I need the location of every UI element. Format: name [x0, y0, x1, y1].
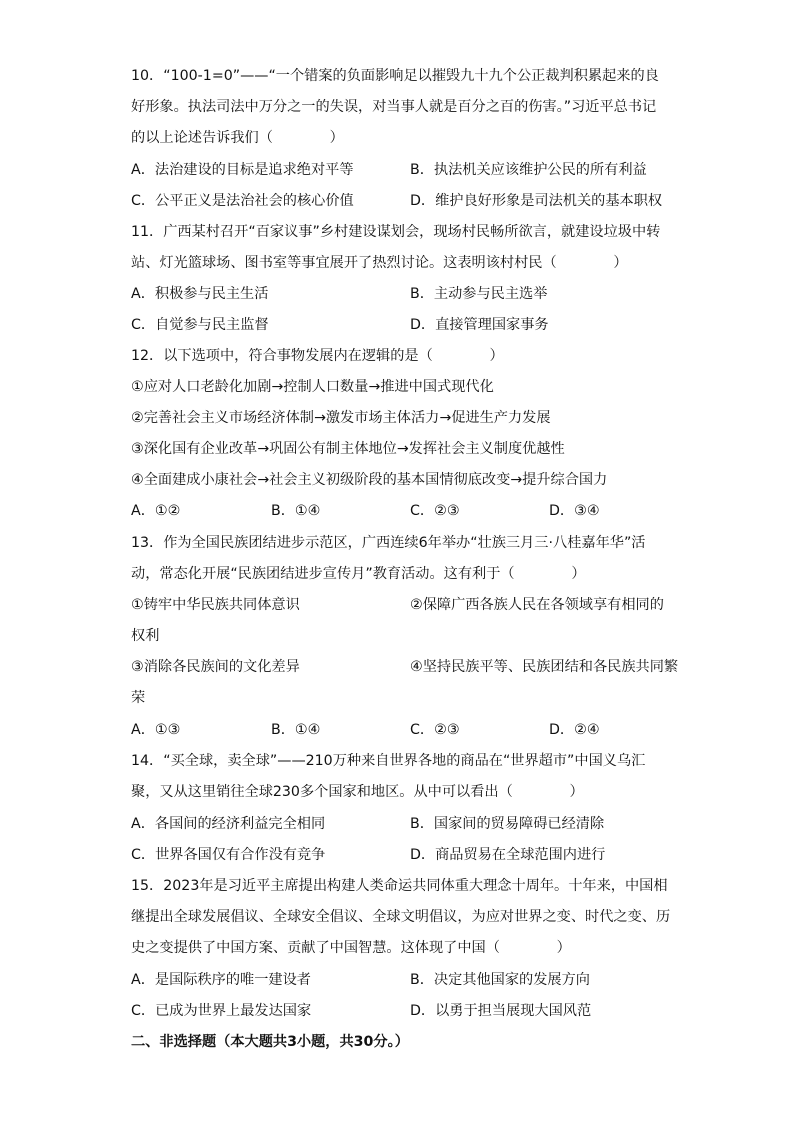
q12-item-2: ②完善社会主义市场经济体制→激发市场主体活力→促进生产力发展 — [131, 410, 551, 426]
q15-option-b: B．决定其他国家的发展方向 — [410, 972, 590, 988]
q10-stem-line-1: 10．“100-1=0”——“一个错案的负面影响足以摧毁九十九个公正裁判积累起来的良 — [131, 68, 659, 84]
q13-item-4-cont: 荣 — [131, 690, 146, 706]
q12-option-b: B．①④ — [271, 503, 321, 519]
q12-item-4: ④全面建成小康社会→社会主义初级阶段的基本国情彻底改变→提升综合国力 — [131, 472, 608, 488]
q13-item-1: ①铸牢中华民族共同体意识 — [131, 597, 300, 613]
q12-item-1: ①应对人口老龄化加剧→控制人口数量→推进中国式现代化 — [131, 379, 494, 395]
q14-option-c: C．世界各国仅有合作没有竞争 — [131, 847, 326, 863]
q14-option-b: B．国家间的贸易障碍已经清除 — [410, 816, 605, 832]
q12-option-d: D．③④ — [549, 503, 600, 519]
q11-option-c: C．自觉参与民主监督 — [131, 317, 269, 333]
q10-option-b: B．执法机关应该维护公民的所有利益 — [410, 162, 647, 178]
q13-item-2: ②保障广西各族人民在各领域享有相同的 — [410, 597, 664, 613]
q11-option-d: D．直接管理国家事务 — [410, 317, 549, 333]
q15-option-a: A．是国际秩序的唯一建设者 — [131, 972, 311, 988]
q13-option-b: B．①④ — [271, 722, 321, 738]
q12-item-3: ③深化国有企业改革→巩固公有制主体地位→发挥社会主义制度优越性 — [131, 441, 565, 457]
q10-option-a: A．法治建设的目标是追求绝对平等 — [131, 162, 354, 178]
q13-option-d: D．②④ — [549, 722, 600, 738]
q14-stem-line-1: 14．“买全球，卖全球”——210万种来自世界各地的商品在“世界超市”中国义乌汇 — [131, 753, 646, 769]
q13-item-4: ④坚持民族平等、民族团结和各民族共同繁 — [410, 659, 679, 675]
q15-stem-line-1: 15．2023年是习近平主席提出构建人类命运共同体重大理念十周年。十年来，中国相 — [131, 878, 668, 894]
q15-stem-line-3: 史之变提供了中国方案、贡献了中国智慧。这体现了中国（ ） — [131, 940, 571, 956]
q10-option-d: D．维护良好形象是司法机关的基本职权 — [410, 193, 663, 209]
q12-option-c: C．②③ — [410, 503, 460, 519]
q13-item-3: ③消除各民族间的文化差异 — [131, 659, 300, 675]
q15-option-c: C．已成为世界上最发达国家 — [131, 1003, 312, 1019]
q10-stem-line-3: 的以上论述告诉我们（ ） — [131, 130, 344, 146]
q11-stem-line-2: 站、灯光篮球场、图书室等事宜展开了热烈讨论。这表明该村村民（ ） — [131, 255, 628, 271]
q15-option-d: D．以勇于担当展现大国风范 — [410, 1003, 592, 1019]
q14-option-d: D．商品贸易在全球范围内进行 — [410, 847, 606, 863]
q12-option-a: A．①② — [131, 503, 181, 519]
q14-stem-line-2: 聚，又从这里销往全球230多个国家和地区。从中可以看出（ ） — [131, 784, 584, 800]
q13-stem-line-2: 动，常态化开展“民族团结进步宣传月”教育活动。这有利于（ ） — [131, 566, 586, 582]
q13-option-a: A．①③ — [131, 722, 181, 738]
q14-option-a: A．各国间的经济利益完全相同 — [131, 816, 326, 832]
q13-stem-line-1: 13．作为全国民族团结进步示范区，广西连续6年举办“壮族三月三·八桂嘉年华”活 — [131, 535, 646, 551]
q10-option-c: C．公平正义是法治社会的核心价值 — [131, 193, 354, 209]
q12-stem: 12．以下选项中，符合事物发展内在逻辑的是（ ） — [131, 348, 504, 364]
q15-stem-line-2: 继提出全球发展倡议、全球安全倡议、全球文明倡议，为应对世界之变、时代之变、历 — [131, 909, 671, 925]
q10-stem-line-2: 好形象。执法司法中万分之一的失误，对当事人就是百分之百的伤害。”习近平总书记 — [131, 99, 657, 115]
q11-option-b: B．主动参与民主选举 — [410, 286, 548, 302]
q11-option-a: A．积极参与民主生活 — [131, 286, 269, 302]
q11-stem-line-1: 11．广西某村召开“百家议事”乡村建设谋划会，现场村民畅所欲言，就建设垃圾中转 — [131, 224, 661, 240]
q13-option-c: C．②③ — [410, 722, 460, 738]
section-2-heading: 二、非选择题（本大题共3小题，共30分。） — [131, 1034, 409, 1050]
q13-item-2-cont: 权利 — [131, 628, 160, 644]
